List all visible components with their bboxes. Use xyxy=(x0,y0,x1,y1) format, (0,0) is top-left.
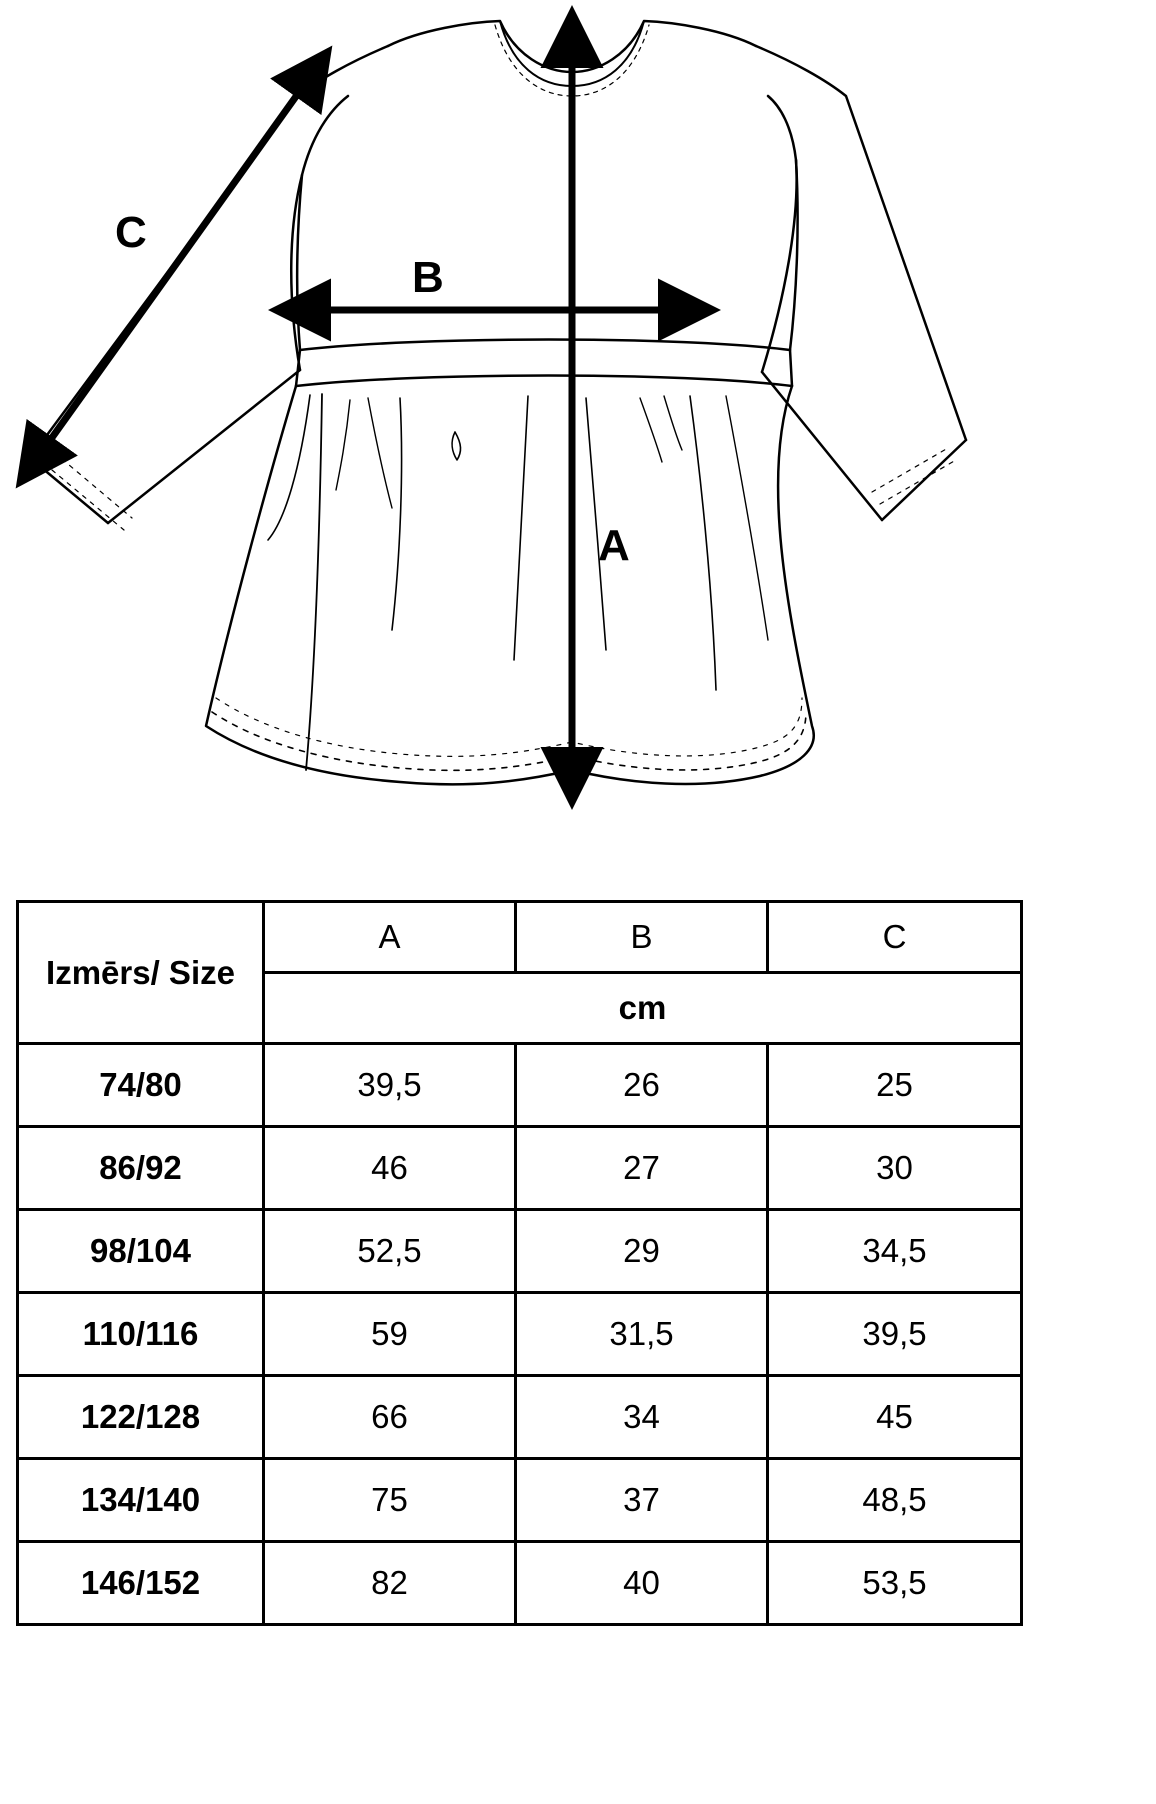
garment-diagram xyxy=(0,0,1156,880)
right-cuff-stitch-1 xyxy=(872,448,948,492)
skirt-gather-1 xyxy=(336,400,350,490)
table-row xyxy=(18,1044,1022,1127)
skirt-fold-7 xyxy=(726,396,768,640)
row-value-c: 25 xyxy=(768,1044,1022,1127)
left-cuff-edge xyxy=(30,458,108,523)
header-size-label: Izmērs/ Size xyxy=(18,902,264,1044)
row-value-b: 37 xyxy=(516,1459,768,1542)
measure-arrow-c xyxy=(36,74,312,460)
row-value-b: 29 xyxy=(516,1210,768,1293)
row-value-a: 75 xyxy=(264,1459,516,1542)
row-value-a: 66 xyxy=(264,1376,516,1459)
skirt-fold-6 xyxy=(690,396,716,690)
left-cuff-stitch-2 xyxy=(62,459,132,518)
row-size-label: 74/80 xyxy=(18,1044,264,1127)
hem-stitch-2 xyxy=(216,698,802,756)
table-row xyxy=(18,1459,1022,1542)
waist-right-edge xyxy=(790,350,792,386)
row-size-label: 146/152 xyxy=(18,1542,264,1625)
row-size-label: 98/104 xyxy=(18,1210,264,1293)
row-value-a: 59 xyxy=(264,1293,516,1376)
table-row xyxy=(18,1210,1022,1293)
row-value-a: 52,5 xyxy=(264,1210,516,1293)
right-cuff-edge xyxy=(882,440,966,520)
waist-lower-line xyxy=(296,376,792,387)
skirt-fold-3 xyxy=(392,398,402,630)
row-value-c: 48,5 xyxy=(768,1459,1022,1542)
hem-stitch-1 xyxy=(212,712,806,770)
dimension-label-c: C xyxy=(115,208,147,257)
bodice-right-side xyxy=(790,160,798,350)
table-header-row xyxy=(18,902,1022,973)
right-sleeve-outer xyxy=(756,46,966,440)
header-unit: cm xyxy=(264,973,1022,1044)
dimension-label-a: A xyxy=(598,521,630,570)
header-column-b: B xyxy=(516,902,768,973)
skirt-gather-4 xyxy=(664,396,682,450)
bodice-left-side xyxy=(297,175,302,350)
size-table xyxy=(16,900,1023,1626)
skirt-gather-2 xyxy=(368,398,392,508)
row-value-c: 30 xyxy=(768,1127,1022,1210)
right-cuff-stitch-2 xyxy=(880,460,956,504)
table-row xyxy=(18,1293,1022,1376)
row-size-label: 122/128 xyxy=(18,1376,264,1459)
row-value-a: 39,5 xyxy=(264,1044,516,1127)
skirt-fold-2 xyxy=(306,394,322,770)
skirt-fold-1 xyxy=(268,395,310,540)
row-value-b: 34 xyxy=(516,1376,768,1459)
row-value-c: 53,5 xyxy=(768,1542,1022,1625)
header-column-a: A xyxy=(264,902,516,973)
row-size-label: 110/116 xyxy=(18,1293,264,1376)
row-value-c: 45 xyxy=(768,1376,1022,1459)
row-value-c: 39,5 xyxy=(768,1293,1022,1376)
table-row xyxy=(18,1376,1022,1459)
skirt-gather-eye xyxy=(452,432,460,460)
skirt-fold-4 xyxy=(514,396,528,660)
table-row xyxy=(18,1542,1022,1625)
waist-upper-line xyxy=(300,340,790,351)
skirt-gather-3 xyxy=(640,398,662,462)
row-value-b: 31,5 xyxy=(516,1293,768,1376)
row-value-a: 82 xyxy=(264,1542,516,1625)
row-value-b: 26 xyxy=(516,1044,768,1127)
size-table-container xyxy=(16,900,1020,1626)
dimension-label-b: B xyxy=(412,253,444,302)
row-size-label: 134/140 xyxy=(18,1459,264,1542)
header-column-c: C xyxy=(768,902,1022,973)
left-sleeve-inner-lower xyxy=(108,370,300,523)
row-size-label: 86/92 xyxy=(18,1127,264,1210)
left-cuff-stitch-1 xyxy=(52,470,124,530)
row-value-b: 27 xyxy=(516,1127,768,1210)
row-value-a: 46 xyxy=(264,1127,516,1210)
skirt-outline xyxy=(206,386,814,784)
row-value-c: 34,5 xyxy=(768,1210,1022,1293)
row-value-b: 40 xyxy=(516,1542,768,1625)
table-row xyxy=(18,1127,1022,1210)
